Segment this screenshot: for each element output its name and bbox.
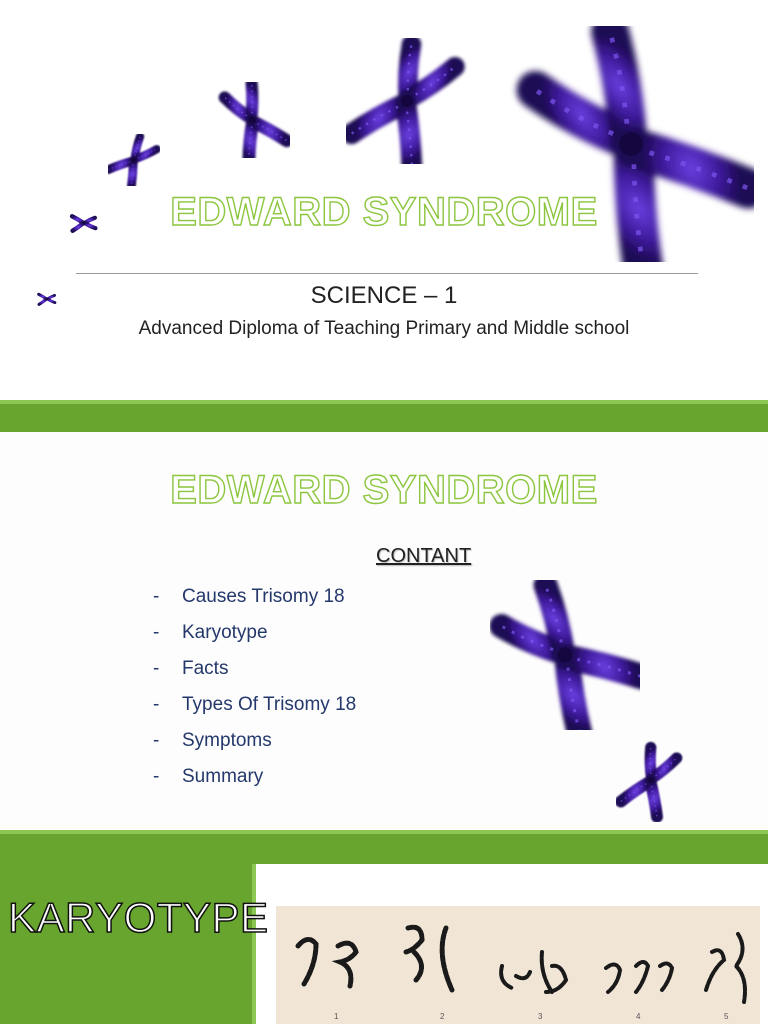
karyotype-title-panel — [0, 864, 269, 1024]
title-slide — [0, 0, 768, 400]
title-divider — [76, 273, 698, 274]
chromosome-icon — [616, 738, 686, 822]
list-item-label: Karyotype — [182, 622, 268, 643]
program-name: Advanced Diploma of Teaching Primary and Middle school — [138, 318, 630, 339]
list-item-label: Symptoms — [182, 730, 272, 751]
list-item: - Symptoms — [153, 730, 272, 751]
separator-highlight — [0, 830, 768, 834]
pair-number: 3 — [538, 1012, 543, 1021]
contents-slide — [0, 432, 768, 830]
karyotype-chromosomes — [276, 906, 760, 1024]
slide-separator — [0, 830, 768, 864]
course-name: SCIENCE – 1 — [310, 282, 458, 309]
list-item-label: Causes Trisomy 18 — [182, 586, 345, 607]
karyotype-image — [276, 906, 760, 1024]
chromosome-icon — [346, 38, 468, 164]
pair-number: 4 — [636, 1012, 641, 1021]
pair-number: 5 — [724, 1012, 729, 1021]
karyotype-slide — [0, 864, 768, 1024]
list-item: - Summary — [153, 766, 264, 787]
list-item: - Karyotype — [153, 622, 268, 643]
chromosome-icon — [108, 134, 160, 186]
list-item: - Causes Trisomy 18 — [153, 586, 345, 607]
pair-number: 1 — [334, 1012, 339, 1021]
pair-number: 2 — [440, 1012, 445, 1021]
list-item: - Types Of Trisomy 18 — [153, 694, 357, 715]
list-item-label: Types Of Trisomy 18 — [182, 694, 357, 715]
contents-list — [153, 579, 356, 795]
list-item-label: Summary — [182, 766, 264, 787]
contents-title: EDWARD SYNDROME — [170, 468, 598, 512]
slide-separator — [0, 400, 768, 432]
karyotype-title: KARYOTYPE — [8, 894, 269, 941]
separator-highlight — [0, 400, 768, 404]
list-item-label: Facts — [182, 658, 229, 679]
chromosome-icon — [214, 82, 290, 158]
title: EDWARD SYNDROME — [170, 190, 598, 234]
chromosome-icon — [490, 580, 640, 730]
contents-heading: CONTANT — [376, 545, 472, 567]
list-item: - Facts — [153, 658, 229, 679]
